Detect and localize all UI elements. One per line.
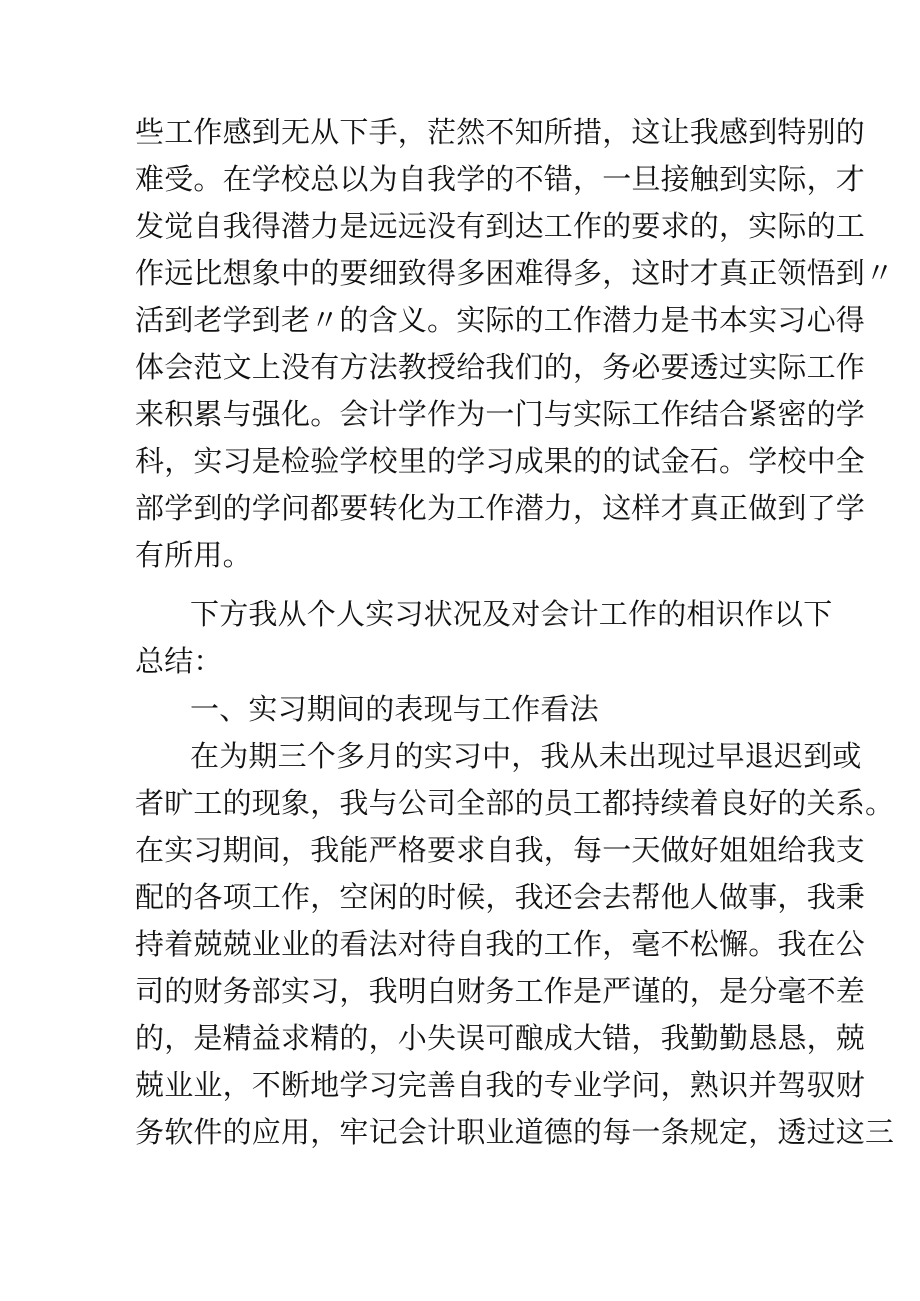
text-line-2: 难受。在学校总以为自我学的不错，一旦接触到实际，才 (135, 162, 866, 196)
text-line-14: 在为期三个多月的实习中，我从未出现过早退迟到或 (190, 739, 862, 773)
text-line-6: 体会范文上没有方法教授给我们的，务必要透过实际工作 (135, 350, 866, 384)
text-line-10: 有所用。 (135, 538, 252, 572)
text-line-18: 持着兢兢业业的看法对待自我的工作，毫不松懈。我在公 (135, 927, 866, 961)
text-line-19: 司的财务部实习，我明白财务工作是严谨的，是分毫不差 (135, 974, 866, 1008)
text-line-11: 下方我从个人实习状况及对会计工作的相识作以下 (190, 597, 833, 631)
text-line-21: 兢业业，不断地学习完善自我的专业学问，熟识并驾驭财 (135, 1068, 866, 1102)
text-line-15: 者旷工的现象，我与公司全部的员工都持续着良好的关系。 (135, 786, 895, 820)
text-line-22: 务软件的应用，牢记会计职业道德的每一条规定，透过这三 (135, 1115, 895, 1149)
text-line-4: 作远比想象中的要细致得多困难得多，这时才真正领悟到〃 (135, 256, 895, 290)
text-line-9: 部学到的学问都要转化为工作潜力，这样才真正做到了学 (135, 491, 866, 525)
text-line-16: 在实习期间，我能严格要求自我，每一天做好姐姐给我支 (135, 833, 866, 867)
text-line-17: 配的各项工作，空闲的时候，我还会去帮他人做事，我秉 (135, 880, 866, 914)
text-line-20: 的，是精益求精的，小失误可酿成大错，我勤勤恳恳，兢 (135, 1021, 866, 1055)
text-line-8: 科，实习是检验学校里的学习成果的的试金石。学校中全 (135, 444, 866, 478)
text-line-12: 总结： (135, 644, 223, 678)
text-line-3: 发觉自我得潜力是远远没有到达工作的要求的，实际的工 (135, 209, 866, 243)
text-line-5: 活到老学到老〃的含义。实际的工作潜力是书本实习心得 (135, 303, 866, 337)
text-line-7: 来积累与强化。会计学作为一门与实际工作结合紧密的学 (135, 397, 866, 431)
section-heading: 一、实习期间的表现与工作看法 (190, 692, 599, 726)
text-line-1: 些工作感到无从下手，茫然不知所措，这让我感到特别的 (135, 115, 866, 149)
